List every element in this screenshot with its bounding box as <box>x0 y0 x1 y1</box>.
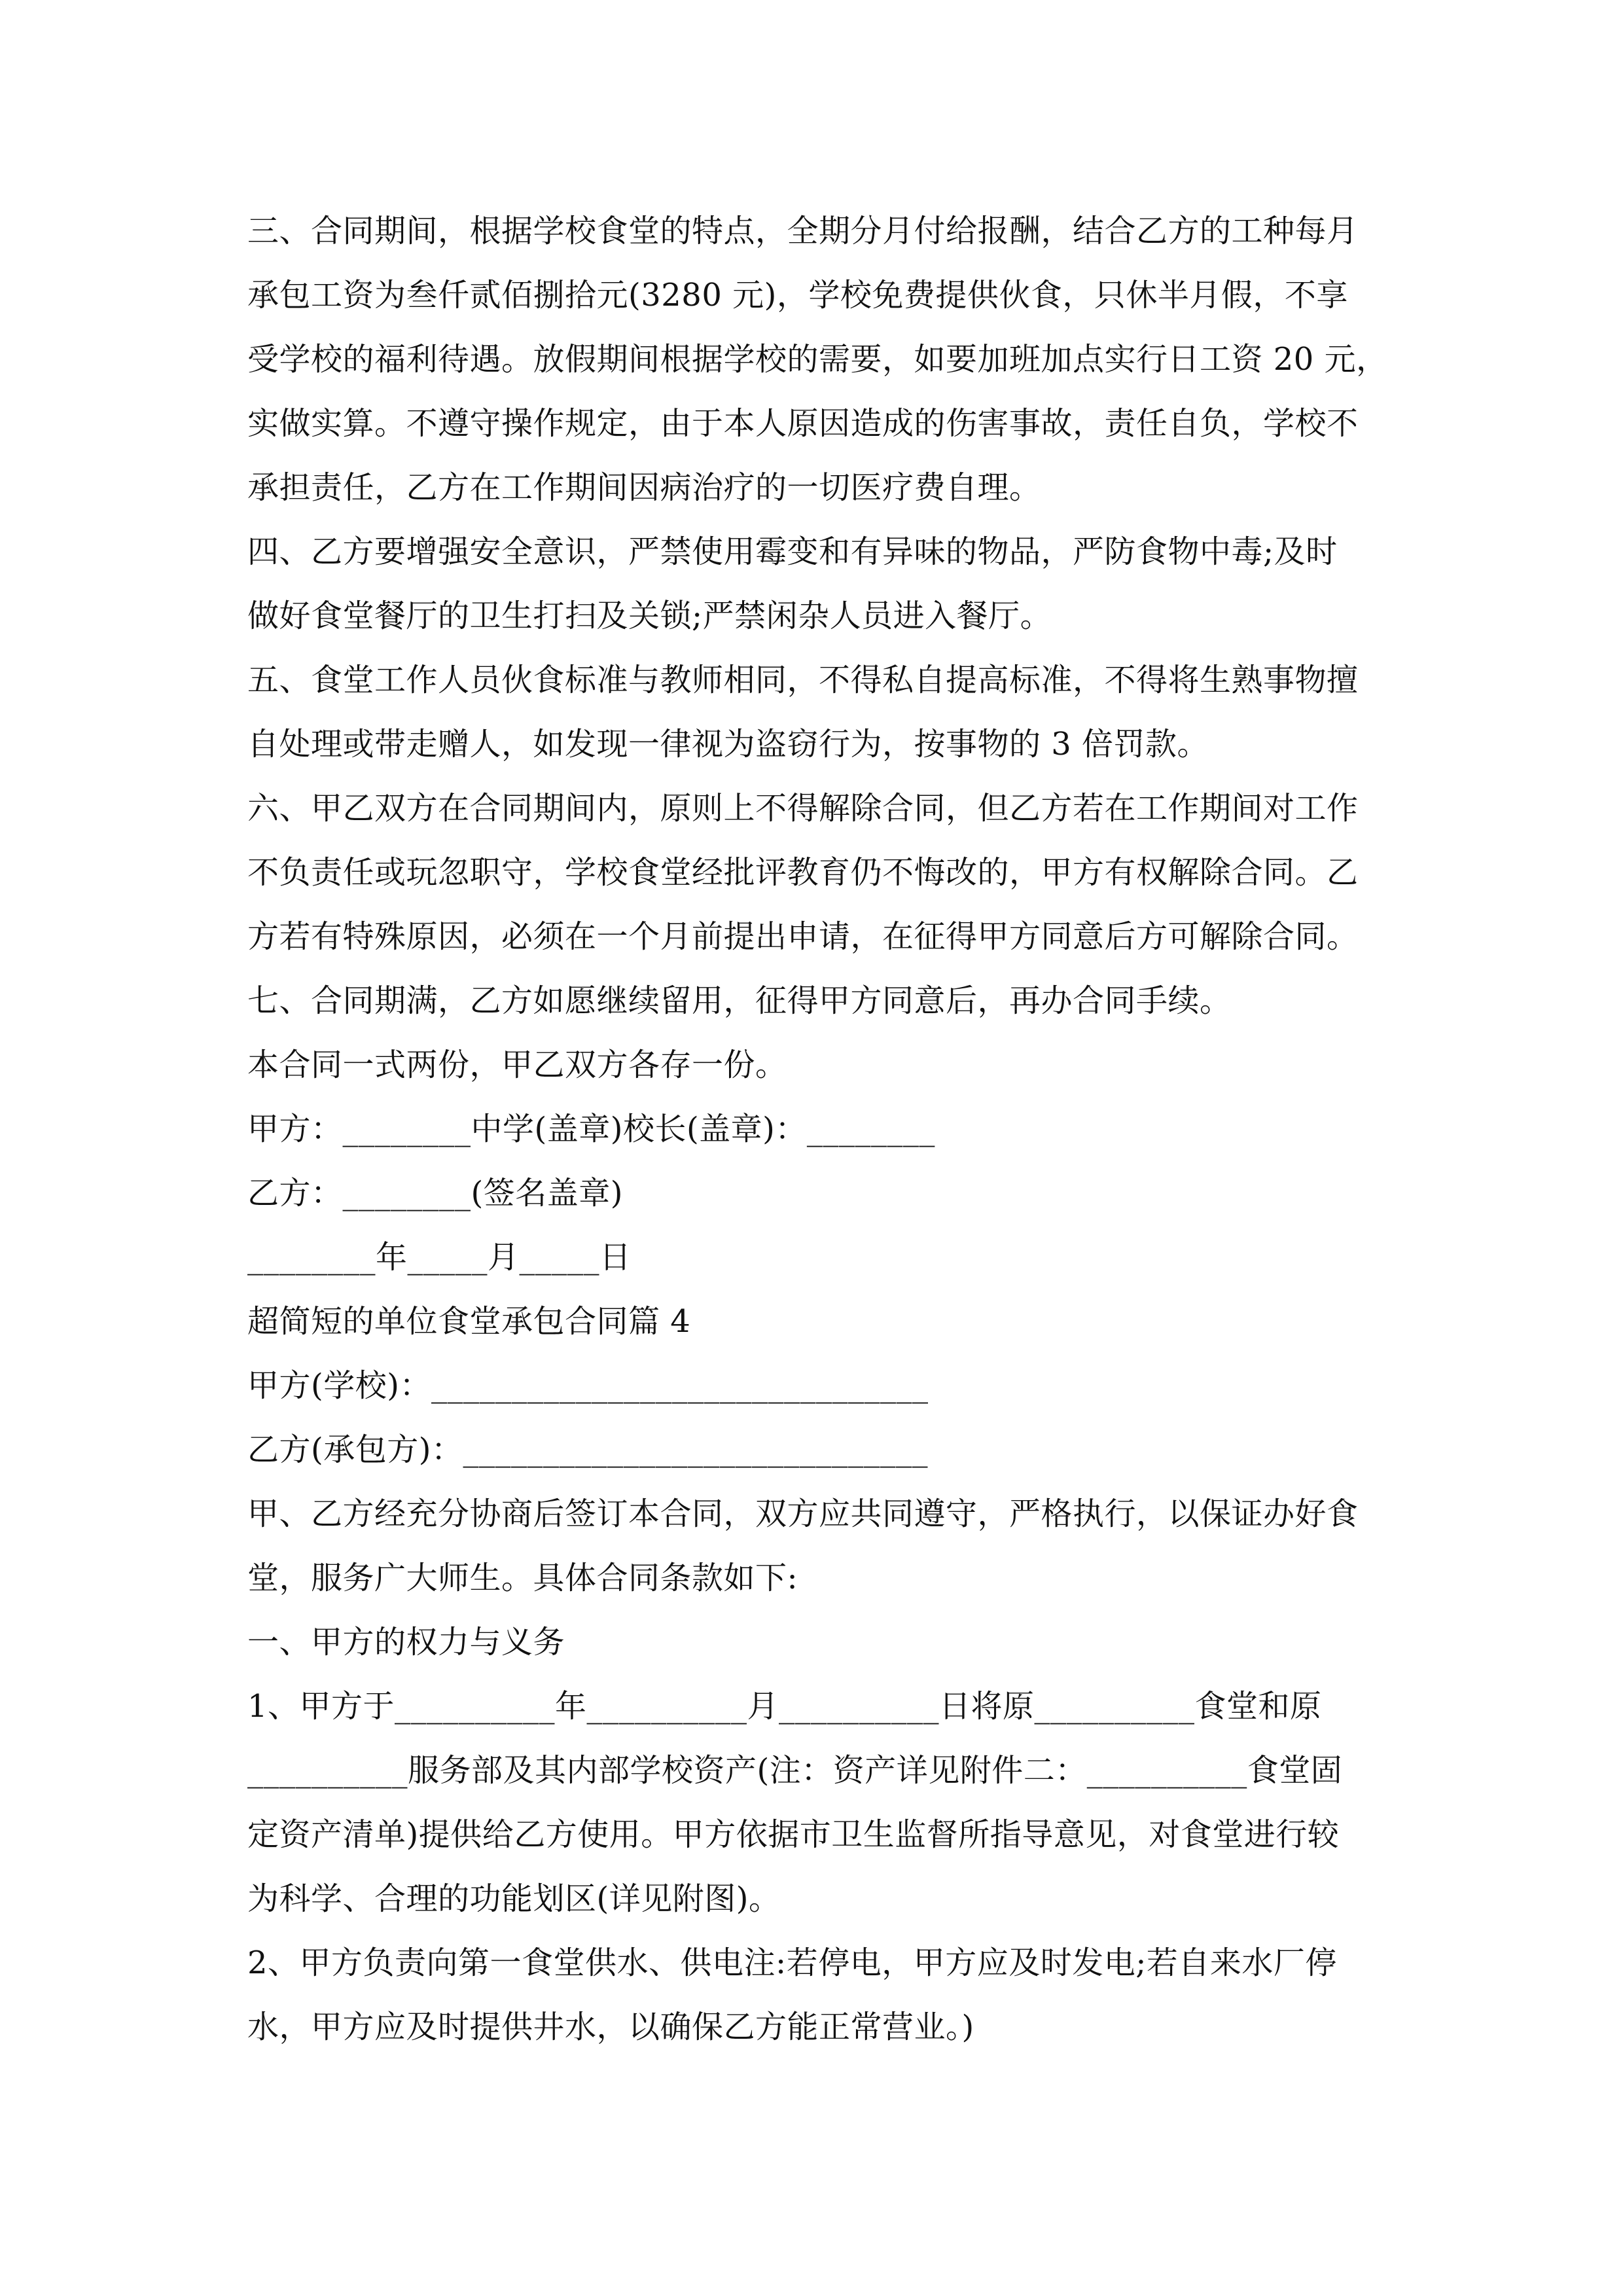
text-line: 做好食堂餐厅的卫生打扫及关锁;严禁闲杂人员进入餐厅。 <box>247 598 1052 634</box>
text-line: ________年_____月_____日 <box>247 1239 632 1276</box>
text-line: 七、合同期满，乙方如愿继续留用，征得甲方同意后，再办合同手续。 <box>247 982 1232 1019</box>
text-line: 自处理或带走赠人，如发现一律视为盗窃行为，按事物的 3 倍罚款。 <box>247 726 1209 762</box>
text-line: 承包工资为叁仟贰佰捌拾元(3280 元)，学校免费提供伙食，只休半月假，不享 <box>247 277 1348 314</box>
text-line: 乙方(承包方)：_____________________________ <box>247 1431 928 1468</box>
document-body <box>247 199 1399 2059</box>
text-line: 受学校的福利待遇。放假期间根据学校的需要，如要加班加点实行日工资 20 元， <box>247 341 1388 378</box>
text-line: 一、甲方的权力与义务 <box>247 1624 565 1660</box>
text-line: 甲方：________中学(盖章)校长(盖章)：________ <box>247 1111 935 1147</box>
text-line: 堂，服务广大师生。具体合同条款如下: <box>247 1560 798 1596</box>
text-line: 实做实算。不遵守操作规定，由于本人原因造成的伤害事故，责任自负，学校不 <box>247 405 1359 442</box>
text-line: 乙方：________(签名盖章) <box>247 1175 623 1211</box>
text-line: 方若有特殊原因，必须在一个月前提出申请，在征得甲方同意后方可解除合同。 <box>247 918 1359 955</box>
text-line: 甲方(学校)：_______________________________ <box>247 1367 929 1404</box>
text-line: 水，甲方应及时提供井水，以确保乙方能正常营业。) <box>247 2009 974 2045</box>
text-line: 三、合同期间，根据学校食堂的特点，全期分月付给报酬，结合乙方的工种每月 <box>247 213 1359 249</box>
text-line: 超简短的单位食堂承包合同篇 4 <box>247 1303 691 1340</box>
text-line: 承担责任，乙方在工作期间因病治疗的一切医疗费自理。 <box>247 469 1041 506</box>
text-line: 六、甲乙双方在合同期间内，原则上不得解除合同，但乙方若在工作期间对工作 <box>247 790 1359 827</box>
text-line: 1、甲方于__________年__________月__________日将原__________食堂和原 <box>247 1688 1322 1725</box>
text-line: 为科学、合理的功能划区(详见附图)。 <box>247 1880 781 1917</box>
text-line: 甲、乙方经充分协商后签订本合同，双方应共同遵守，严格执行，以保证办好食 <box>247 1496 1359 1532</box>
text-line: 不负责任或玩忽职守，学校食堂经批评教育仍不悔改的，甲方有权解除合同。乙 <box>247 854 1359 891</box>
text-line: 四、乙方要增强安全意识，严禁使用霉变和有异味的物品，严防食物中毒;及时 <box>247 533 1338 570</box>
text-line: __________服务部及其内部学校资产(注：资产详见附件二：__________食堂固 <box>247 1752 1343 1789</box>
text-line: 本合同一式两份，甲乙双方各存一份。 <box>247 1047 787 1083</box>
text-line: 2、甲方负责向第一食堂供水、供电注:若停电，甲方应及时发电;若自来水厂停 <box>247 1945 1337 1981</box>
text-line: 五、食堂工作人员伙食标准与教师相同，不得私自提高标准，不得将生熟事物擅 <box>247 662 1359 698</box>
text-line: 定资产清单)提供给乙方使用。甲方依据市卫生监督所指导意见，对食堂进行较 <box>247 1816 1340 1853</box>
